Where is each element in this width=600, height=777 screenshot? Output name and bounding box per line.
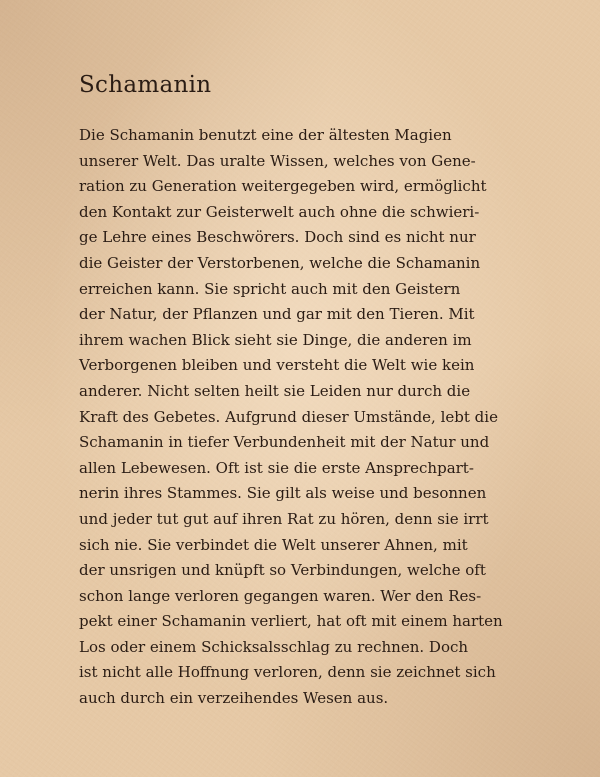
text-line-9: ihrem wachen Blick sieht sie Dinge, die anderen im bbox=[79, 330, 472, 349]
text-line-1: Die Schamanin benutzt eine der ältesten Magien bbox=[79, 126, 452, 144]
text-line-17: sich nie. Sie verbindet die Welt unserer Ahnen, mit bbox=[79, 535, 468, 554]
text-line-3: ration zu Generation weitergegeben wird, ermöglicht bbox=[79, 177, 487, 196]
text-line-8: der Natur, der Pflanzen und gar mit den Tieren. Mit bbox=[79, 305, 475, 324]
text-line-18: der unsrigen und knüpft so Verbindungen, welche oft bbox=[79, 561, 486, 580]
text-line-5: ge Lehre eines Beschwörers. Doch sind es nicht nur bbox=[79, 228, 476, 247]
text-line-15: nerin ihres Stammes. Sie gilt als weise und besonnen bbox=[79, 484, 487, 503]
text-line-7: erreichen kann. Sie spricht auch mit den Geistern bbox=[79, 279, 461, 298]
text-line-20: pekt einer Schamanin verliert, hat oft mit einem harten bbox=[79, 612, 503, 631]
text-line-22: ist nicht alle Hoffnung verloren, denn sie zeichnet sich bbox=[79, 663, 496, 682]
text-line-21: Los oder einem Schicksalsschlag zu rechnen. Doch bbox=[79, 637, 469, 656]
text-line-16: und jeder tut gut auf ihren Rat zu hören, denn sie irrt bbox=[79, 509, 489, 528]
text-line-11: anderer. Nicht selten heilt sie Leiden nur durch die bbox=[79, 381, 471, 400]
text-line-19: schon lange verloren gegangen waren. Wer den Res- bbox=[79, 586, 482, 605]
text-line-2: unserer Welt. Das uralte Wissen, welches von Gene- bbox=[79, 151, 476, 170]
text-line-10: Verborgenen bleiben und versteht die Welt wie kein bbox=[79, 356, 475, 375]
page-title: Schamanin bbox=[79, 72, 212, 98]
text-line-13: Schamanin in tiefer Verbundenheit mit der Natur und bbox=[79, 433, 490, 452]
text-line-12: Kraft des Gebetes. Aufgrund dieser Umstände, lebt die bbox=[79, 407, 498, 426]
text-line-4: den Kontakt zur Geisterwelt auch ohne die schwieri- bbox=[79, 202, 480, 221]
text-line-6: die Geister der Verstorbenen, welche die Schamanin bbox=[79, 253, 481, 272]
body-text bbox=[79, 123, 549, 712]
text-line-23: auch durch ein verzeihendes Wesen aus. bbox=[79, 689, 389, 708]
text-line-14: allen Lebewesen. Oft ist sie die erste Ansprechpart- bbox=[79, 458, 474, 477]
